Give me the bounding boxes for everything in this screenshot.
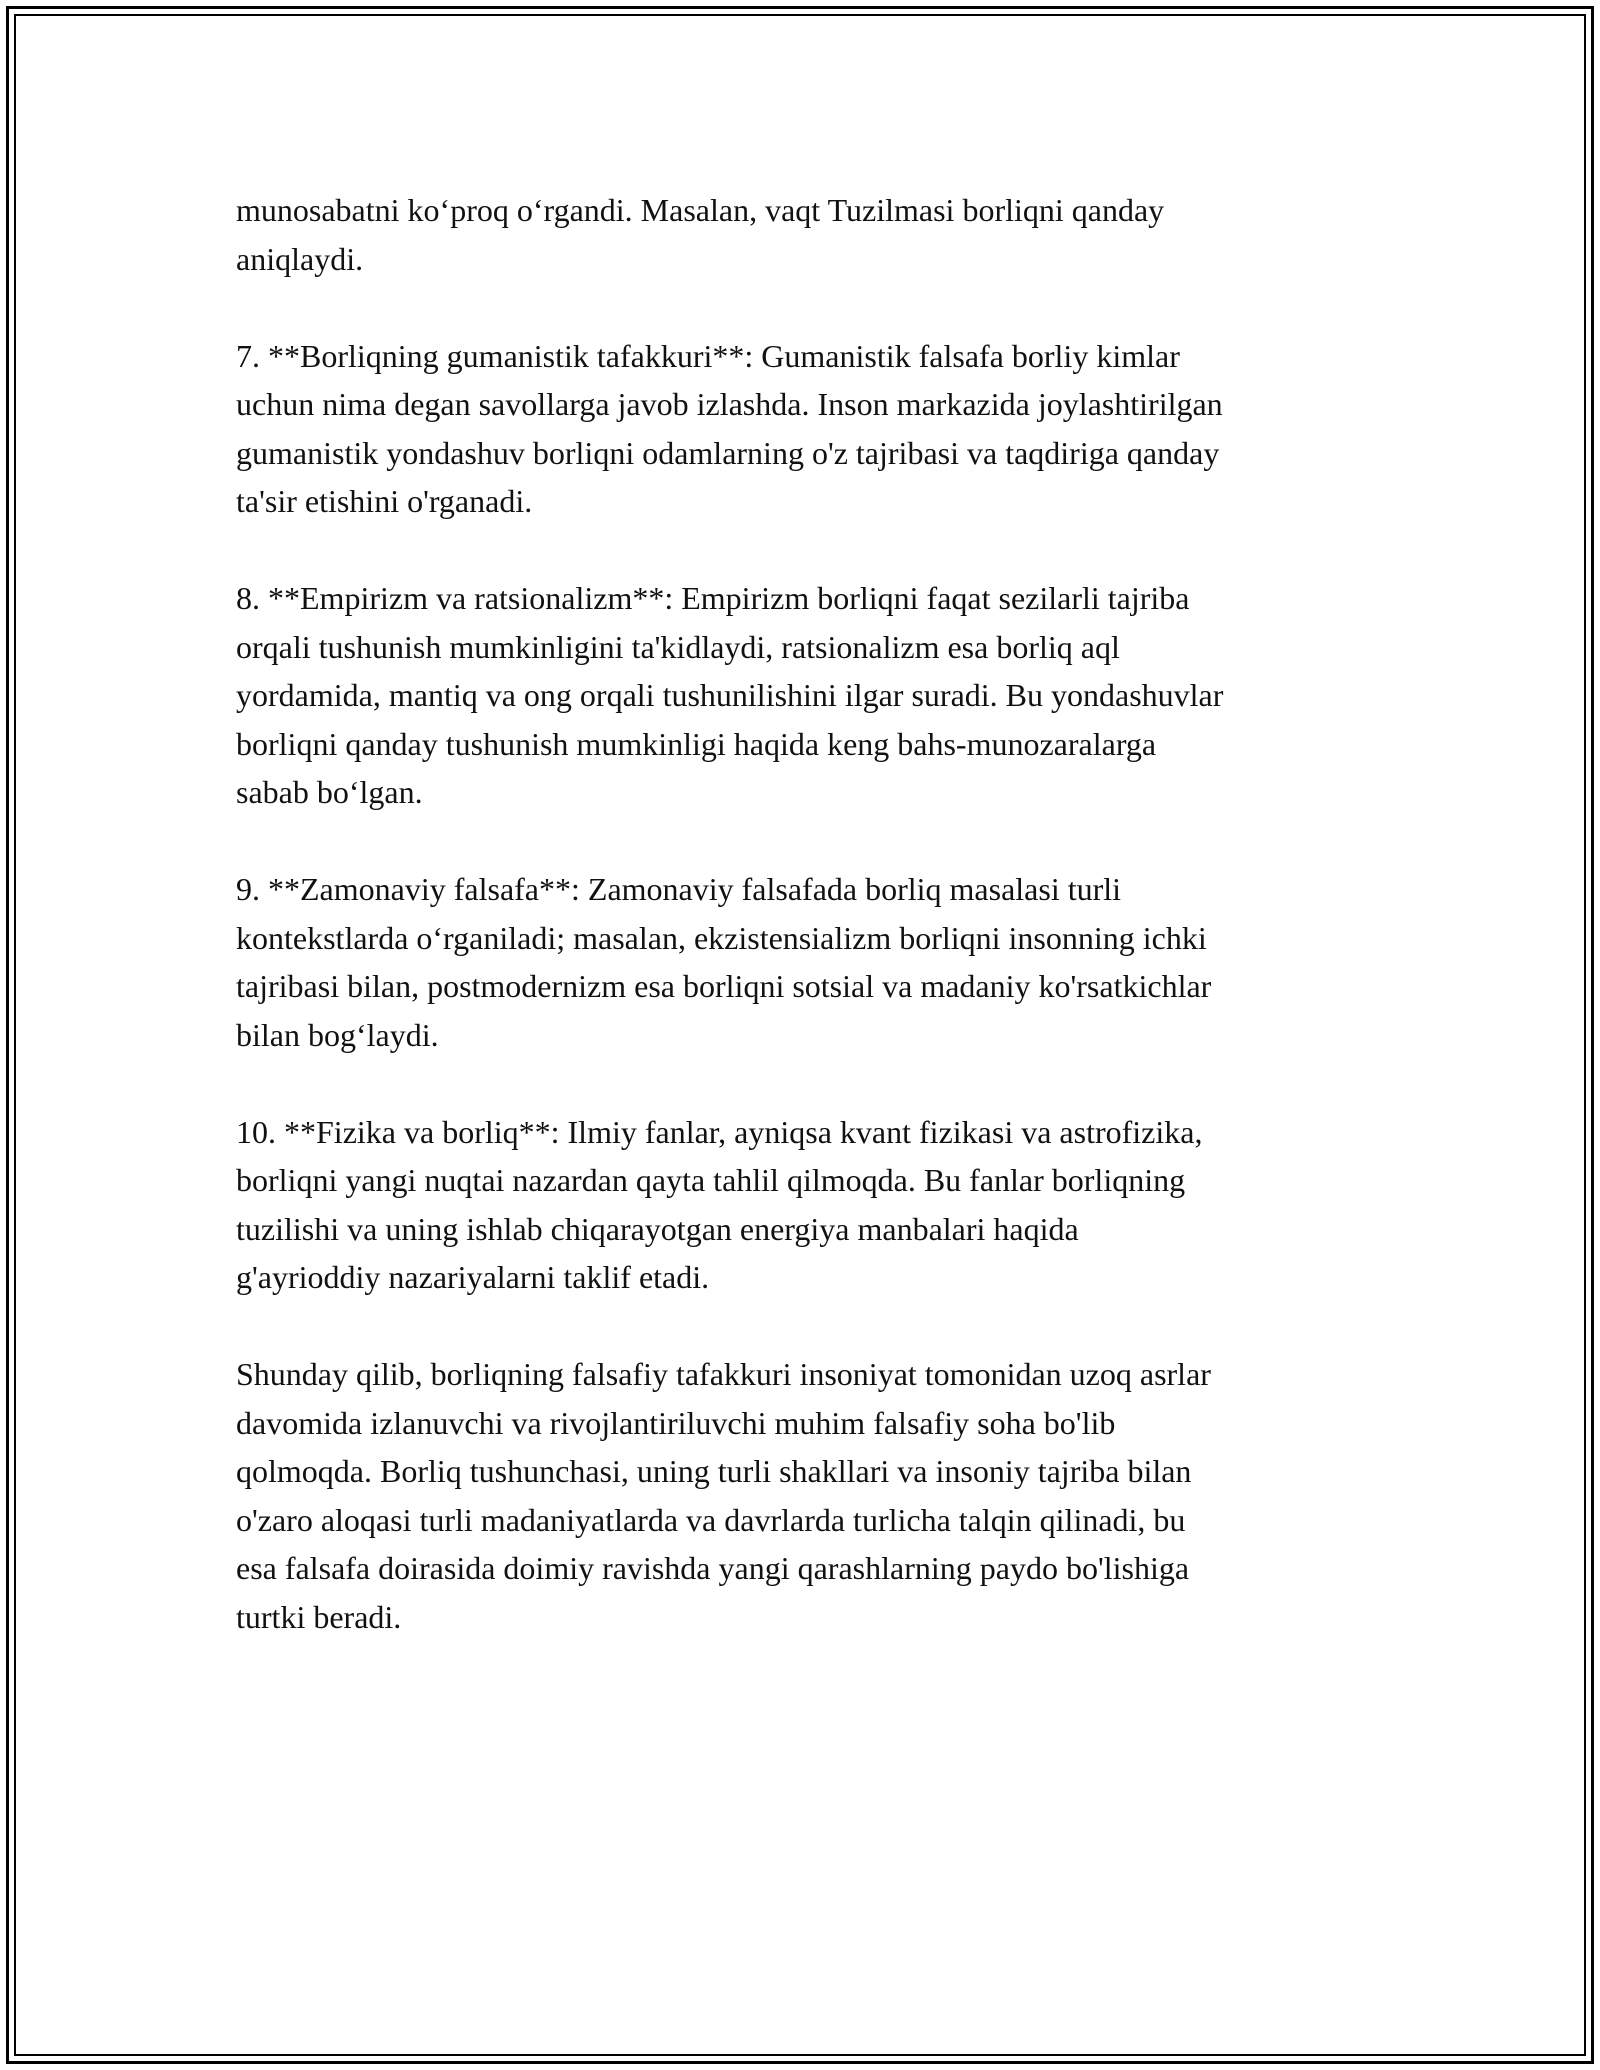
paragraph-item-10: 10. **Fizika va borliq**: Ilmiy fanlar, ayniqsa kvant fizikasi va astrofizika, borliqni yangi nuqtai nazardan qayta tahlil qilmoqda. Bu fanlar borliqning tuzilishi va uning ishlab chiqarayotgan energiya manbalari haqida g'ayrioddiy nazariyalarni taklif etadi. — [236, 1113, 1203, 1295]
paragraph-item-8: 8. **Empirizm va ratsionalizm**: Empirizm borliqni faqat sezilarli tajriba orqali tushunish mumkinligini ta'kidlaydi, ratsionalizm esa borliq aql yordamida, mantiq va ong orqali tushunilishini ilgar suradi. Bu yondashuvlar borliqni qanday tushunish mumkinligi haqida keng bahs-munozaralarga sabab bo‘lgan. — [236, 580, 1224, 810]
paragraph-continuation: munosabatni ko‘proq o‘rgandi. Masalan, vaqt Tuzilmasi borliqni qanday aniqlaydi. — [236, 192, 1165, 277]
document-body — [236, 186, 1376, 1690]
paragraph-conclusion: Shunday qilib, borliqning falsafiy tafakkuri insoniyat tomonidan uzoq asrlar davomida izlanuvchi va rivojlantiriluvchi muhim falsafiy soha bo'lib qolmoqda. Borliq tushunchasi, uning turli shakllari va insoniy tajriba bilan o'zaro aloqasi turli madaniyatlarda va davrlarda turlicha talqin qilinadi, bu esa falsafa doirasida doimiy ravishda yangi qarashlarning paydo bo'lishiga turtki beradi. — [236, 1356, 1211, 1635]
paragraph-item-7: 7. **Borliqning gumanistik tafakkuri**: Gumanistik falsafa borliy kimlar uchun nima degan savollarga javob izlashda. Inson markazida joylashtirilgan gumanistik yondashuv borliqni odamlarning o'z tajribasi va taqdiriga qanday ta'sir etishini o'rganadi. — [236, 337, 1223, 519]
paragraph-item-9: 9. **Zamonaviy falsafa**: Zamonaviy falsafada borliq masalasi turli kontekstlarda o‘rganiladi; masalan, ekzistensializm borliqni insonning ichki tajribasi bilan, postmodernizm esa borliqni sotsial va madaniy ko'rsatkichlar bilan bog‘laydi. — [236, 871, 1212, 1053]
